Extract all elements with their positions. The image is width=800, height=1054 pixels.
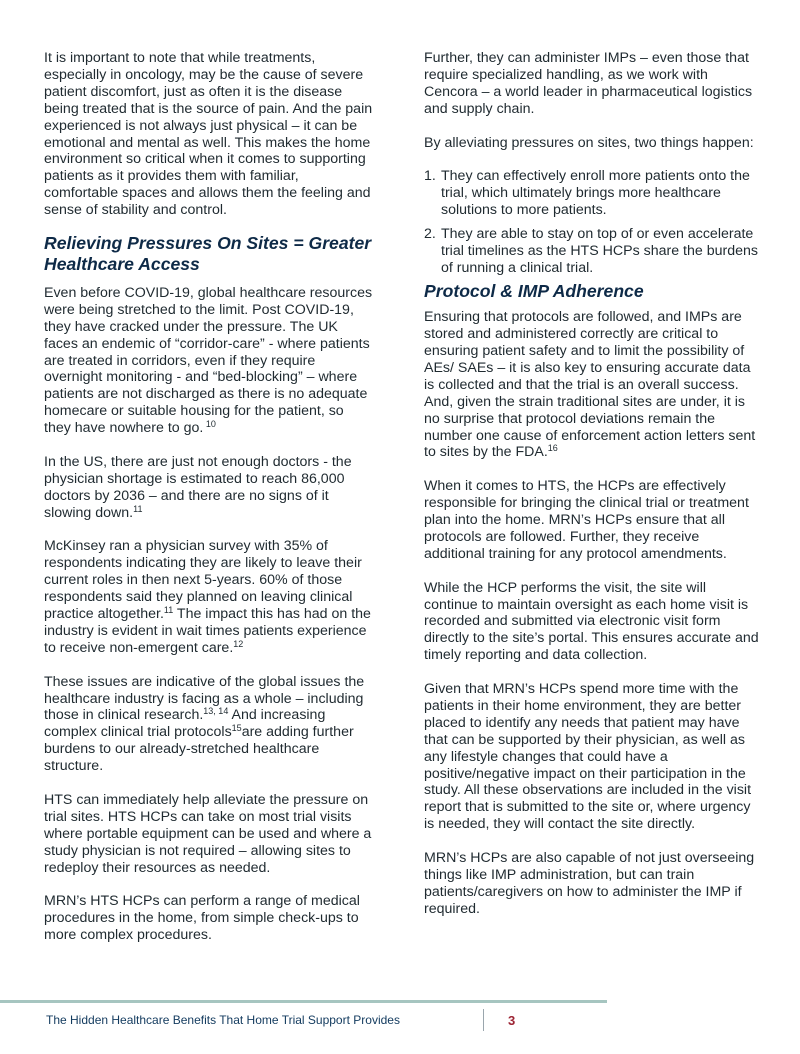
paragraph: McKinsey ran a physician survey with 35% of respondents indicating they are likely to leave their current roles in then next 5-years. 60% of those respondents said they planned on leaving clinical practice altogether.$^{11}$ The impact this has had on the industry is evident in wait times patients experience to receive non-emergent care.$^{12}$ xyxy=(44,538,371,656)
footer-rule xyxy=(0,1000,607,1003)
list-item: 1. They can effectively enroll more patients onto the trial, which ultimately brings more healthcare solutions to more patients. xyxy=(424,168,750,219)
left-column xyxy=(44,50,374,944)
paragraph: HTS can immediately help alleviate the pressure on trial sites. HTS HCPs can take on most trial visits where portable equipment can be used and where a study physician is not required – allowing sites to redeploy their resources as needed. xyxy=(44,792,372,876)
footnote-ref: 15 xyxy=(231,723,242,734)
section-heading: Relieving Pressures On Sites = Greater Healthcare Access xyxy=(44,233,372,275)
paragraph: In the US, there are just not enough doctors - the physician shortage is estimated to reach 86,000 doctors by 2036 – and there are no signs of it slowing down.$^{11}$ xyxy=(44,453,352,521)
paragraph: Further, they can administer IMPs – even those that require specialized handling, as we work with Cencora – a world leader in pharmaceutical logistics and supply chain. xyxy=(424,50,753,117)
footnote-ref: 13, 14 xyxy=(203,706,229,717)
paragraph: By alleviating pressures on sites, two things happen: xyxy=(424,134,754,151)
paragraph: MRN’s HTS HCPs can perform a range of medical procedures in the home, from simple check-ups to more complex procedures. xyxy=(44,893,360,944)
paragraph: While the HCP performs the visit, the site will continue to maintain oversight as each home visit is recorded and submitted via electronic visit form directly to the site’s portal. This ensures accurate and timely reporting and data collection. xyxy=(424,579,759,664)
paragraph: Even before COVID-19, global healthcare resources were being stretched to the limit. Post COVID-19, they have cracked under the pressure. The UK faces an endemic of “corridor-care” - where patients are treated in corridors, even if they require overnight monitoring - and “bed-blocking” – where patients are not discharged as there is no adequate homecare or suitable housing for the patient, so they have nowhere to go. $^{10}$ xyxy=(44,284,373,437)
footnote-ref: 16 xyxy=(547,443,558,454)
paragraph: It is important to note that while treatments, especially in oncology, may be the cause of severe patient discomfort, just as often it is the disease being treated that is the source of pain. And the pain experienced is not always just physical – it can be emotional and mental as well. This makes the home environment so critical when it comes to supporting patients as it provides them with familiar, comfortable spaces and allows them the feeling and sense of stability and control. xyxy=(44,50,373,219)
numbered-list xyxy=(424,168,759,276)
page-number: 3 xyxy=(508,1013,516,1028)
right-column xyxy=(424,50,759,918)
footnote-ref: 12 xyxy=(233,638,244,649)
footer-divider xyxy=(483,1009,484,1031)
section-heading: Protocol & IMP Adherence xyxy=(424,280,644,301)
paragraph: Given that MRN’s HCPs spend more time with the patients in their home environment, they are better placed to identify any needs that patient may have that can be supported by their physician, as well as any lifestyle changes that could have a positive/negative impact on their participation in the study. All these observations are included in the visit report that is submitted to the site or, where urgency is needed, they will contact the site directly. xyxy=(424,681,752,833)
paragraph: These issues are indicative of the global issues the healthcare industry is facing as a whole – including those in clinical research.$^{13, 14}$ And increasing complex clinical trial protocols$^{15}$are adding further burdens to our already-stretched healthcare structure. xyxy=(44,673,365,775)
footer-title: The Hidden Healthcare Benefits That Home Trial Support Provides xyxy=(46,1013,400,1027)
paragraph: Ensuring that protocols are followed, and IMPs are stored and administered correctly are critical to ensuring patient safety and to limit the possibility of AEs/ SAEs – it is also key to ensuring accurate data is collected and that the trial is an overall success. And, given the strain traditional sites are under, it is no surprise that protocol deviations remain the number one cause of enforcement action letters sent to sites by the FDA.$^{16}$ xyxy=(424,309,756,461)
paragraph: MRN’s HCPs are also capable of not just overseeing things like IMP administration, but can train patients/caregivers on how to administer the IMP if required. xyxy=(424,850,755,917)
list-item: 2. They are able to stay on top of or even accelerate trial timelines as the HTS HCPs share the burdens of running a clinical trial. xyxy=(424,226,758,276)
footnote-ref: 11 xyxy=(133,503,143,514)
list-number: 2. xyxy=(424,226,436,243)
footnote-ref: 10 xyxy=(203,419,216,430)
paragraph: When it comes to HTS, the HCPs are effectively responsible for bringing the clinical trial or treatment plan into the home. MRN’s HCPs ensure that all protocols are followed. Further, they receive additional training for any protocol amendments. xyxy=(424,478,749,562)
footnote-ref: 11 xyxy=(163,605,174,616)
list-number: 1. xyxy=(424,168,436,185)
